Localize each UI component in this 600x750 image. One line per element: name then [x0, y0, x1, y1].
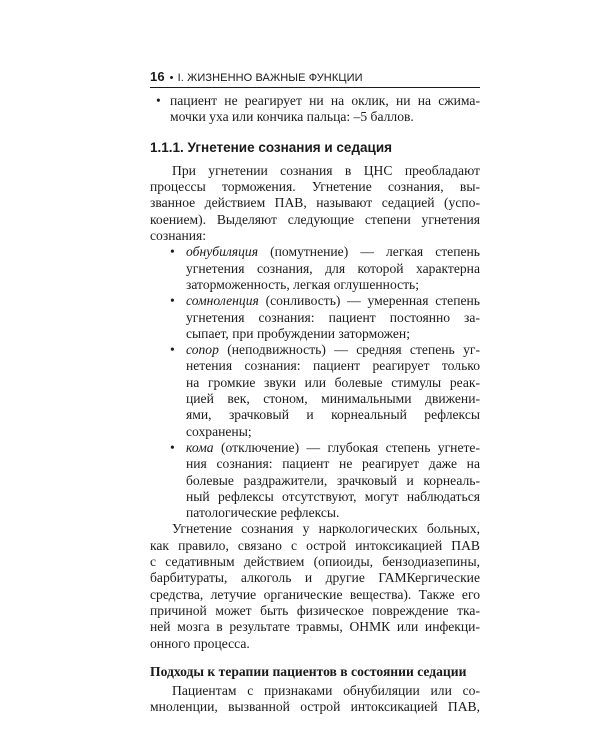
text-line: барбитураты, алкоголь и другие ГАМКергические [150, 570, 480, 586]
header-rule [150, 87, 480, 88]
chapter-title: I. ЖИЗНЕННО ВАЖНЫЕ ФУНКЦИИ [177, 72, 363, 84]
subsection-title: Подходы к терапии пациентов в состоянии седации [150, 663, 467, 679]
text-line: ней мозга в результате травмы, ОНМК или инфекци- [150, 619, 480, 635]
text-line: коением). Выделяют следующие степени угнетения [150, 211, 480, 227]
text-line: с седативным действием (опиоиды, бензодиазепины, [150, 554, 480, 570]
paragraph-1 [150, 163, 480, 244]
degree-list-item [150, 342, 480, 440]
text-line: ный рефлексы отсутствуют, могут наблюдаться [186, 488, 480, 504]
text-line: сознания: [150, 228, 207, 244]
degree-description: (отключение) — глубокая степень угнете- [213, 439, 480, 455]
text-line: сохранены; [186, 423, 252, 439]
text-line: процессы торможения. Угнетение сознания, вы- [150, 179, 480, 195]
text-line [186, 440, 480, 456]
text-line: заторможенность, легкая оглушенность; [186, 276, 420, 292]
degree-description: (помутнение) — легкая степень [258, 244, 480, 260]
bullet-marker: • [170, 293, 175, 309]
text-line: средства, летучие органические вещества). Также его [150, 586, 480, 602]
text-line: Пациентам с признаками обнубиляции или со- [172, 683, 480, 699]
degree-description: (неподвижность) — средняя степень уг- [218, 342, 480, 358]
text-line: болевые раздражители, зрачковый и корнеаль- [186, 472, 480, 488]
degree-term: кома [186, 439, 214, 455]
text-line: ями, зрачковый и корнеальный рефлексы [186, 407, 480, 423]
text-line: угнетения сознания: пациент постоянно за- [186, 309, 480, 325]
bullet-marker: • [170, 439, 175, 455]
text-line: патологические рефлексы. [186, 505, 340, 521]
degree-term: обнубиляция [186, 244, 259, 260]
degree-list-item [150, 440, 480, 521]
degree-term: сопор [186, 342, 219, 358]
text-line: на громкие звуки или болевые стимулы реак- [186, 374, 480, 390]
header-bullet: • [169, 72, 174, 84]
page-number: 16 [150, 69, 165, 84]
paragraph-3 [150, 683, 480, 716]
bullet-marker: • [170, 342, 175, 358]
bullet-marker: • [170, 244, 175, 260]
text-line: Угнетение сознания у наркологических больных, [172, 521, 480, 537]
text-line: как правило, связано с острой интоксикацией ПАВ [150, 537, 480, 553]
page-body [150, 93, 480, 716]
text-line: онного процесса. [150, 635, 250, 651]
paragraph-2 [150, 521, 480, 651]
text-line: нетения сознания: пациент реагирует только [186, 358, 480, 374]
degree-list-item [150, 293, 480, 342]
text-line: причиной может быть физическое повреждение тка- [150, 602, 480, 618]
text-line: званное действием ПАВ, называют седацией (успо- [150, 195, 480, 211]
degree-description: (сонливость) — умеренная степень [258, 293, 480, 309]
text-line: При угнетении сознания в ЦНС преобладают [172, 162, 480, 178]
section-title: 1.1.1. Угнетение сознания и седация [150, 139, 392, 155]
text-line: пациент не реагирует ни на оклик, ни на сжима- [170, 93, 480, 108]
text-line [186, 244, 480, 260]
degree-term: сомноленция [186, 293, 259, 309]
bullet-marker: • [156, 93, 161, 108]
text-line: сыпает, при пробуждении заторможен; [186, 325, 410, 341]
text-line: мноленции, вызванной острой интоксикацией ПАВ, [150, 699, 480, 715]
text-line [186, 342, 480, 358]
intro-list-item [150, 93, 480, 126]
degree-list [150, 244, 480, 521]
text-line [186, 293, 480, 309]
degree-list-item [150, 244, 480, 293]
text-line: цией век, стоном, минимальными движени- [186, 391, 480, 407]
text-line: ния сознания: пациент не реагирует даже на [186, 456, 480, 472]
text-line: мочки уха или кончика пальца: –5 баллов. [170, 109, 414, 125]
text-line: угнетения сознания, для которой характерна [186, 260, 480, 276]
running-head [150, 69, 480, 84]
